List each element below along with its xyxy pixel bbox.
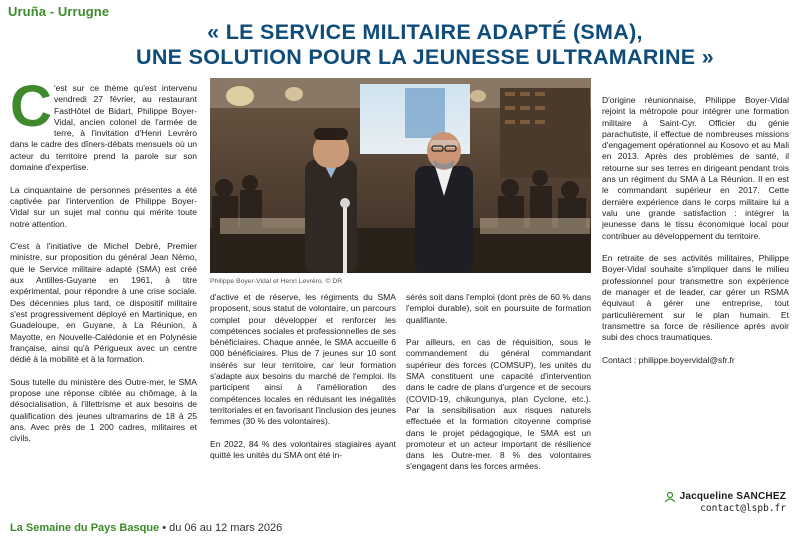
headline — [80, 20, 770, 69]
drop-cap: C — [10, 74, 52, 139]
photo-illustration — [210, 78, 591, 273]
author-name: Jacqueline SANCHEZ — [679, 491, 786, 502]
paragraph: La cinquantaine de personnes présentes a été captivée par l'intervention de Philippe Boyer-Vidal sur un sujet mal connu qui mérite toute notre attention. — [10, 184, 197, 229]
paragraph: Sous tutelle du ministère des Outre-mer, le SMA propose une réponse ciblée au chômage, à la désocialisation, à l'illettrisme et aux besoins de qualification des jeunes ultramarins de 18 à 25 ans. Avec près de 1 200 cadres, militaires et civils, — [10, 376, 197, 444]
issue-date: • du 06 au 12 mars 2026 — [159, 522, 283, 534]
paragraph: En 2022, 84 % des volontaires stagiaires ayant quitté les unités du SMA ont été in- — [210, 438, 396, 461]
headline-line-2: UNE SOLUTION POUR LA JEUNESSE ULTRAMARINE » — [136, 44, 714, 69]
column-4 — [602, 95, 789, 366]
author-row — [664, 491, 786, 502]
author-email: contact@lspb.fr — [700, 503, 786, 514]
column-2 — [210, 292, 396, 461]
paragraph: En retraite de ses activités militaires, Philippe Boyer-Vidal souhaite s'impliquer dans le milieu professionnel pour transmettre son expérience de manager et de leader, car gérer un RSMA équivaut à gérer une entreprise, tout particulièrement sur le plan humain. Et transmettre sa force de résilience après avoir subi des chocs traumatiques. — [602, 253, 789, 343]
paragraph: d'active et de réserve, les régiments du SMA proposent, sous statut de volontaire, un parcours complet pour développer et renforcer les compétences sociales et professionnelles de ses bénéficiaires. Chaque année, le SMA accueille 6 000 bénéficiaires. Plus de 7 jeunes sur 10 sont insérés sur leur territoire, car leur formation s'adapte aux besoins du marché de l'emploi. Ils participent ainsi à l'amélioration des compétences locales en réduisant les inégalités territoriales et en favorisant l'inclusion des jeunes femmes (30 % des volontaires). — [210, 292, 396, 427]
headline-line-1: « LE SERVICE MILITAIRE ADAPTÉ (SMA), — [207, 20, 643, 44]
intro-text: 'est sur ce thème qu'est intervenu vendredi 27 février, au restaurant FastHôtel de Bidart, Philippe Boyer-Vidal, ancien colonel de l'armée de terre, à l'invitation d'Henri Levréro dans le cadre des dîners-débats mensuels où un acteur du territoire prend la parole sur son domaine d'expertise. — [10, 83, 197, 173]
article-photo — [210, 78, 591, 273]
paragraph: C'est à l'initiative de Michel Debré, Premier ministre, sur proposition du général Jean Némo, que le Service militaire adapté (SMA) est créé aux Antilles-Guyane en 1961, à titre expérimental, pour répondre à une crise sociale. Des décennies plus tard, ce dispositif militaire s'est progressivement déployé en Martinique, en Guadeloupe, en Guyane, à La Réunion, à Mayotte, en Nouvelle-Calédonie et en Polynésie française, ainsi qu'à Périgueux avec un centre dédié à la mobilité et à la formation. — [10, 241, 197, 365]
paragraph: Par ailleurs, en cas de réquisition, sous le commandement du général commandant supérieur des forces (COMSUP), les unités du SMA constituent une capacité d'intervention dans le cadre de plans d'urgence et de secours (COVID-19, chikungunya, plan Cyclone, etc.). Par la sensibilisation aux risques naturels effectuée et la formation citoyenne comprise dans le projet pédagogique, le SMA est un promoteur et un acteur important de résilience dans les Outre-mer. 8 % des volontaires s'engagent dans les forces armées. — [406, 337, 591, 472]
author-signature — [664, 491, 786, 514]
section-tag: Uruña - Urrugne — [8, 4, 110, 19]
paragraph: sérés soit dans l'emploi (dont près de 60 % dans l'emploi durable), soit en poursuite de formation qualifiante. — [406, 292, 591, 325]
publication-name: La Semaine du Pays Basque — [10, 522, 160, 534]
paragraph: D'origine réunionnaise, Philippe Boyer-Vidal rejoint la métropole pour intégrer une formation militaire à Saint-Cyr. Officier du génie parachutiste, il effectue de nombreuses missions d'engagement opérationnel au Kosovo et au Mali en 2013. Après des problèmes de santé, il retourne sur ses terres en dirigeant pendant trois ans un régiment du SMA à La Réunion. Il en est le commandant supérieur en 2017. Cette dernière expérience dans le corps militaire lui a valu une grande satisfaction : intégrer la jeunesse dans le tissu économique local pour contribuer au développement du territoire. — [602, 95, 789, 241]
paragraph-intro — [10, 74, 197, 173]
author-icon — [664, 492, 676, 502]
photo-caption: Philippe Boyer-Vidal et Henri Levréro. © DR — [210, 278, 343, 285]
column-1 — [10, 74, 197, 445]
column-3 — [406, 292, 591, 473]
page-footer — [10, 522, 282, 534]
contact-line: Contact : philippe.boyervidal@sfr.fr — [602, 354, 735, 365]
